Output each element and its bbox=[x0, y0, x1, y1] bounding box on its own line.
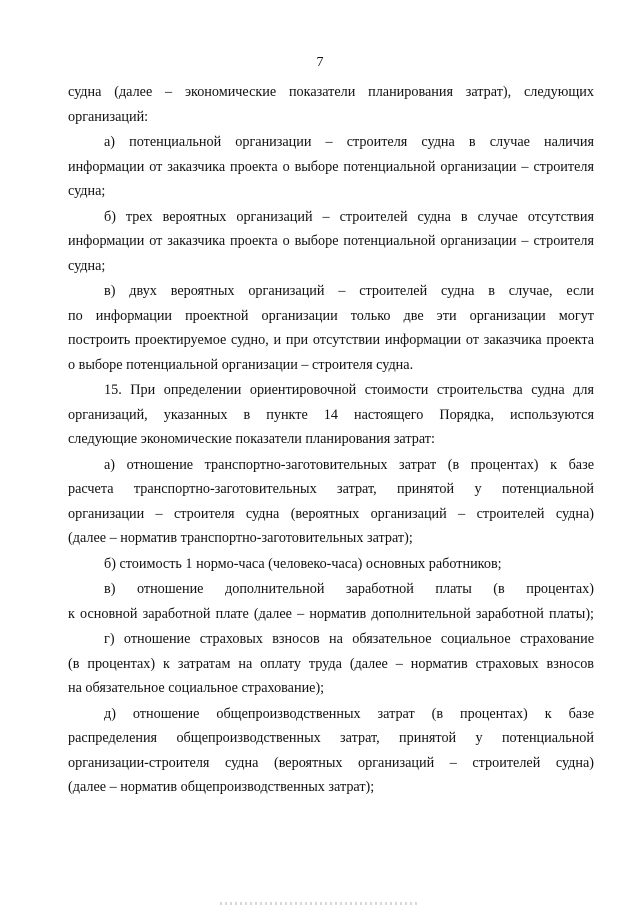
text-line: г) отношение страховых взносов на обязательное социальное страхование bbox=[104, 631, 594, 647]
paragraph bbox=[68, 279, 594, 377]
text-line: построить проектируемое судно, и при отсутствии информации от заказчика проекта bbox=[68, 332, 594, 348]
text-line: а) потенциальной организации – строителя судна в случае наличия bbox=[104, 134, 594, 150]
page-number: 7 bbox=[316, 55, 324, 70]
text-line: б) стоимость 1 нормо-часа (человеко-часа) основных работников; bbox=[104, 555, 502, 572]
text-line: организаций, указанных в пункте 14 настоящего Порядка, используются bbox=[68, 406, 594, 423]
text-line: информации от заказчика проекта о выборе потенциальной организации – строителя bbox=[68, 233, 594, 249]
paragraph bbox=[68, 577, 594, 626]
paragraph bbox=[68, 627, 594, 701]
text-line: судна; bbox=[68, 183, 106, 199]
text-line: (в процентах) к затратам на оплату труда (далее – норматив страховых взносов bbox=[68, 655, 594, 672]
text-line: судна (далее – экономические показатели планирования затрат), следующих bbox=[68, 84, 594, 100]
text-line: в) двух вероятных организаций – строителей судна в случае, если bbox=[104, 283, 594, 299]
text-line: судна; bbox=[68, 257, 106, 274]
document-body bbox=[68, 80, 594, 800]
paragraph bbox=[68, 702, 594, 800]
text-line: 15. При определении ориентировочной стоимости строительства судна для bbox=[104, 382, 594, 398]
paragraph bbox=[68, 453, 594, 551]
paragraph bbox=[68, 130, 594, 204]
text-line: а) отношение транспортно-заготовительных затрат (в процентах) к базе bbox=[104, 456, 594, 473]
text-line: информации от заказчика проекта о выборе потенциальной организации – строителя bbox=[68, 158, 594, 175]
paragraph bbox=[68, 378, 594, 452]
text-line: на обязательное социальное страхование); bbox=[68, 680, 325, 696]
text-line: в) отношение дополнительной заработной платы (в процентах) bbox=[104, 581, 594, 597]
paragraph bbox=[68, 205, 594, 279]
text-line: б) трех вероятных организаций – строителей судна в случае отсутствия bbox=[104, 208, 594, 225]
text-line: распределения общепроизводственных затрат, принятой у потенциальной bbox=[68, 730, 594, 746]
text-line: к основной заработной плате (далее – норматив дополнительной заработной платы); bbox=[68, 605, 594, 622]
text-line: следующие экономические показатели планирования затрат: bbox=[68, 431, 435, 447]
text-line: о выборе потенциальной организации – строителя судна. bbox=[68, 356, 414, 373]
text-line: д) отношение общепроизводственных затрат (в процентах) к базе bbox=[104, 705, 594, 722]
text-line: (далее – норматив транспортно-заготовительных затрат); bbox=[68, 530, 413, 546]
text-line: организации – строителя судна (вероятных организаций – строителей судна) bbox=[68, 505, 594, 522]
text-line: расчета транспортно-заготовительных затрат, принятой у потенциальной bbox=[68, 481, 594, 497]
text-line: организации-строителя судна (вероятных организаций – строителей судна) bbox=[68, 754, 594, 771]
text-line: (далее – норматив общепроизводственных затрат); bbox=[68, 779, 375, 795]
text-line: организаций: bbox=[68, 108, 149, 125]
text-line: по информации проектной организации только две эти организации могут bbox=[68, 307, 594, 324]
paragraph bbox=[68, 552, 594, 577]
paragraph bbox=[68, 80, 594, 129]
